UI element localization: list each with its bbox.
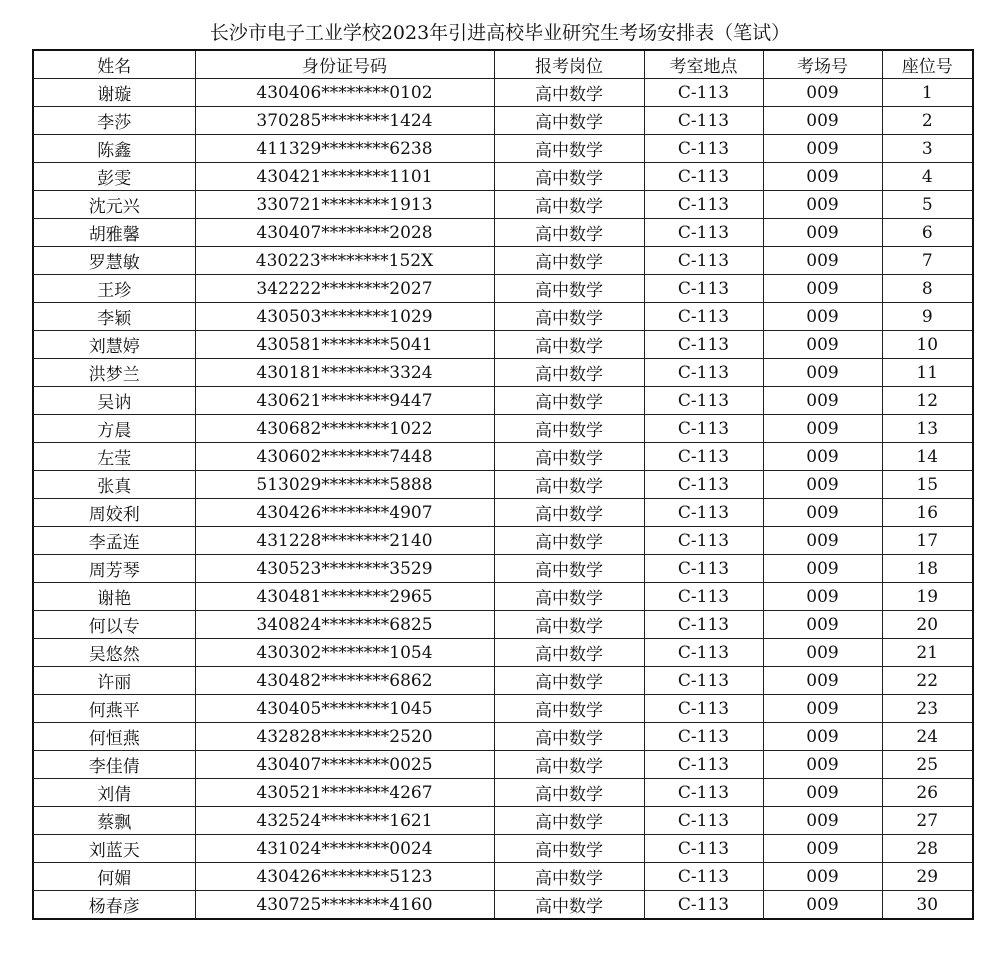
table-row <box>33 891 973 920</box>
cell-name: 谢艳 <box>33 583 195 611</box>
cell-seat: 23 <box>882 695 973 723</box>
cell-exam-room: 009 <box>763 499 882 527</box>
cell-name: 刘倩 <box>33 779 195 807</box>
cell-name: 刘慧婷 <box>33 331 195 359</box>
cell-exam-room: 009 <box>763 443 882 471</box>
cell-id-number: 342222********2027 <box>195 275 494 303</box>
cell-id-number: 430581********5041 <box>195 331 494 359</box>
column-header-seat: 座位号 <box>882 50 973 79</box>
cell-room-location: C-113 <box>644 835 763 863</box>
cell-id-number: 430421********1101 <box>195 163 494 191</box>
table-row <box>33 415 973 443</box>
cell-id-number: 430426********5123 <box>195 863 494 891</box>
table-row <box>33 79 973 107</box>
table-row <box>33 667 973 695</box>
cell-exam-room: 009 <box>763 247 882 275</box>
cell-position: 高中数学 <box>494 583 644 611</box>
cell-id-number: 430682********1022 <box>195 415 494 443</box>
table-row <box>33 191 973 219</box>
page-title: 长沙市电子工业学校2023年引进高校毕业研究生考场安排表（笔试） <box>209 22 791 44</box>
cell-exam-room: 009 <box>763 611 882 639</box>
cell-id-number: 340824********6825 <box>195 611 494 639</box>
cell-seat: 17 <box>882 527 973 555</box>
cell-seat: 24 <box>882 723 973 751</box>
table-row <box>33 499 973 527</box>
cell-position: 高中数学 <box>494 471 644 499</box>
cell-room-location: C-113 <box>644 723 763 751</box>
cell-room-location: C-113 <box>644 303 763 331</box>
cell-seat: 4 <box>882 163 973 191</box>
cell-room-location: C-113 <box>644 387 763 415</box>
cell-exam-room: 009 <box>763 779 882 807</box>
cell-position: 高中数学 <box>494 527 644 555</box>
cell-exam-room: 009 <box>763 359 882 387</box>
cell-name: 李孟连 <box>33 527 195 555</box>
cell-name: 周芳琴 <box>33 555 195 583</box>
cell-room-location: C-113 <box>644 331 763 359</box>
cell-id-number: 430426********4907 <box>195 499 494 527</box>
cell-name: 张真 <box>33 471 195 499</box>
cell-position: 高中数学 <box>494 667 644 695</box>
cell-seat: 21 <box>882 639 973 667</box>
cell-seat: 26 <box>882 779 973 807</box>
cell-exam-room: 009 <box>763 415 882 443</box>
cell-room-location: C-113 <box>644 639 763 667</box>
cell-room-location: C-113 <box>644 247 763 275</box>
cell-seat: 22 <box>882 667 973 695</box>
cell-exam-room: 009 <box>763 723 882 751</box>
cell-room-location: C-113 <box>644 359 763 387</box>
cell-exam-room: 009 <box>763 751 882 779</box>
cell-id-number: 430407********0025 <box>195 751 494 779</box>
cell-room-location: C-113 <box>644 471 763 499</box>
cell-name: 罗慧敏 <box>33 247 195 275</box>
cell-position: 高中数学 <box>494 415 644 443</box>
cell-name: 吴讷 <box>33 387 195 415</box>
cell-name: 何恒燕 <box>33 723 195 751</box>
cell-id-number: 430521********4267 <box>195 779 494 807</box>
cell-position: 高中数学 <box>494 807 644 835</box>
cell-exam-room: 009 <box>763 331 882 359</box>
exam-seating-table <box>32 49 974 920</box>
cell-seat: 30 <box>882 891 973 920</box>
cell-seat: 16 <box>882 499 973 527</box>
cell-name: 洪梦兰 <box>33 359 195 387</box>
cell-exam-room: 009 <box>763 471 882 499</box>
cell-exam-room: 009 <box>763 275 882 303</box>
column-header-name: 姓名 <box>33 50 195 79</box>
cell-room-location: C-113 <box>644 555 763 583</box>
cell-id-number: 430302********1054 <box>195 639 494 667</box>
table-row <box>33 359 973 387</box>
cell-exam-room: 009 <box>763 191 882 219</box>
cell-exam-room: 009 <box>763 695 882 723</box>
cell-seat: 25 <box>882 751 973 779</box>
table-row <box>33 247 973 275</box>
table-row <box>33 695 973 723</box>
cell-exam-room: 009 <box>763 387 882 415</box>
table-row <box>33 583 973 611</box>
cell-name: 周姣利 <box>33 499 195 527</box>
cell-exam-room: 009 <box>763 303 882 331</box>
cell-exam-room: 009 <box>763 639 882 667</box>
table-row <box>33 275 973 303</box>
cell-seat: 9 <box>882 303 973 331</box>
cell-room-location: C-113 <box>644 583 763 611</box>
table-row <box>33 751 973 779</box>
cell-seat: 19 <box>882 583 973 611</box>
cell-position: 高中数学 <box>494 555 644 583</box>
cell-seat: 13 <box>882 415 973 443</box>
table-body <box>33 79 973 920</box>
cell-room-location: C-113 <box>644 807 763 835</box>
table-row <box>33 555 973 583</box>
cell-id-number: 330721********1913 <box>195 191 494 219</box>
cell-id-number: 430407********2028 <box>195 219 494 247</box>
cell-name: 胡雅馨 <box>33 219 195 247</box>
cell-id-number: 431228********2140 <box>195 527 494 555</box>
cell-name: 王珍 <box>33 275 195 303</box>
cell-seat: 3 <box>882 135 973 163</box>
cell-id-number: 430621********9447 <box>195 387 494 415</box>
cell-seat: 29 <box>882 863 973 891</box>
cell-room-location: C-113 <box>644 163 763 191</box>
cell-position: 高中数学 <box>494 723 644 751</box>
cell-name: 李颖 <box>33 303 195 331</box>
cell-position: 高中数学 <box>494 695 644 723</box>
cell-name: 何媚 <box>33 863 195 891</box>
cell-id-number: 370285********1424 <box>195 107 494 135</box>
column-header-exam-room: 考场号 <box>763 50 882 79</box>
cell-exam-room: 009 <box>763 891 882 920</box>
cell-name: 许丽 <box>33 667 195 695</box>
cell-position: 高中数学 <box>494 79 644 107</box>
cell-name: 杨春彦 <box>33 891 195 920</box>
cell-name: 何以专 <box>33 611 195 639</box>
cell-id-number: 432524********1621 <box>195 807 494 835</box>
cell-room-location: C-113 <box>644 443 763 471</box>
cell-seat: 1 <box>882 79 973 107</box>
table-row <box>33 807 973 835</box>
cell-id-number: 430602********7448 <box>195 443 494 471</box>
cell-seat: 11 <box>882 359 973 387</box>
cell-seat: 20 <box>882 611 973 639</box>
cell-seat: 10 <box>882 331 973 359</box>
cell-name: 方晨 <box>33 415 195 443</box>
cell-seat: 28 <box>882 835 973 863</box>
cell-room-location: C-113 <box>644 415 763 443</box>
cell-room-location: C-113 <box>644 135 763 163</box>
cell-position: 高中数学 <box>494 191 644 219</box>
cell-seat: 7 <box>882 247 973 275</box>
cell-seat: 5 <box>882 191 973 219</box>
cell-position: 高中数学 <box>494 247 644 275</box>
table-row <box>33 471 973 499</box>
cell-id-number: 430503********1029 <box>195 303 494 331</box>
cell-id-number: 432828********2520 <box>195 723 494 751</box>
cell-room-location: C-113 <box>644 79 763 107</box>
cell-id-number: 430406********0102 <box>195 79 494 107</box>
table-row <box>33 723 973 751</box>
column-header-room-location: 考室地点 <box>644 50 763 79</box>
cell-exam-room: 009 <box>763 583 882 611</box>
header-row <box>33 50 973 79</box>
table-row <box>33 863 973 891</box>
cell-position: 高中数学 <box>494 303 644 331</box>
cell-name: 陈鑫 <box>33 135 195 163</box>
table-row <box>33 219 973 247</box>
cell-id-number: 430481********2965 <box>195 583 494 611</box>
cell-room-location: C-113 <box>644 191 763 219</box>
cell-seat: 6 <box>882 219 973 247</box>
table-row <box>33 527 973 555</box>
cell-seat: 12 <box>882 387 973 415</box>
table-row <box>33 331 973 359</box>
cell-position: 高中数学 <box>494 779 644 807</box>
cell-room-location: C-113 <box>644 219 763 247</box>
cell-room-location: C-113 <box>644 275 763 303</box>
table-row <box>33 163 973 191</box>
cell-room-location: C-113 <box>644 695 763 723</box>
cell-exam-room: 009 <box>763 555 882 583</box>
cell-name: 左莹 <box>33 443 195 471</box>
cell-position: 高中数学 <box>494 135 644 163</box>
cell-seat: 8 <box>882 275 973 303</box>
cell-position: 高中数学 <box>494 275 644 303</box>
table-row <box>33 387 973 415</box>
cell-id-number: 430482********6862 <box>195 667 494 695</box>
cell-seat: 2 <box>882 107 973 135</box>
cell-room-location: C-113 <box>644 499 763 527</box>
cell-id-number: 430223********152X <box>195 247 494 275</box>
cell-exam-room: 009 <box>763 835 882 863</box>
table-row <box>33 135 973 163</box>
cell-exam-room: 009 <box>763 135 882 163</box>
table-row <box>33 443 973 471</box>
table-row <box>33 107 973 135</box>
cell-position: 高中数学 <box>494 387 644 415</box>
cell-room-location: C-113 <box>644 891 763 920</box>
cell-name: 何燕平 <box>33 695 195 723</box>
column-header-position: 报考岗位 <box>494 50 644 79</box>
cell-seat: 14 <box>882 443 973 471</box>
cell-seat: 27 <box>882 807 973 835</box>
cell-seat: 15 <box>882 471 973 499</box>
cell-exam-room: 009 <box>763 219 882 247</box>
table-row <box>33 779 973 807</box>
cell-seat: 18 <box>882 555 973 583</box>
cell-position: 高中数学 <box>494 751 644 779</box>
cell-id-number: 430181********3324 <box>195 359 494 387</box>
cell-position: 高中数学 <box>494 863 644 891</box>
cell-room-location: C-113 <box>644 527 763 555</box>
column-header-id-number: 身份证号码 <box>195 50 494 79</box>
cell-room-location: C-113 <box>644 863 763 891</box>
table-row <box>33 835 973 863</box>
cell-position: 高中数学 <box>494 835 644 863</box>
cell-room-location: C-113 <box>644 107 763 135</box>
table-row <box>33 611 973 639</box>
cell-position: 高中数学 <box>494 639 644 667</box>
cell-position: 高中数学 <box>494 163 644 191</box>
cell-position: 高中数学 <box>494 219 644 247</box>
cell-room-location: C-113 <box>644 667 763 695</box>
cell-id-number: 430405********1045 <box>195 695 494 723</box>
cell-position: 高中数学 <box>494 499 644 527</box>
cell-position: 高中数学 <box>494 331 644 359</box>
table-row <box>33 303 973 331</box>
cell-position: 高中数学 <box>494 891 644 920</box>
cell-position: 高中数学 <box>494 359 644 387</box>
cell-exam-room: 009 <box>763 107 882 135</box>
cell-name: 沈元兴 <box>33 191 195 219</box>
cell-room-location: C-113 <box>644 751 763 779</box>
cell-exam-room: 009 <box>763 163 882 191</box>
cell-id-number: 431024********0024 <box>195 835 494 863</box>
cell-position: 高中数学 <box>494 611 644 639</box>
cell-exam-room: 009 <box>763 527 882 555</box>
cell-name: 谢璇 <box>33 79 195 107</box>
cell-room-location: C-113 <box>644 779 763 807</box>
cell-exam-room: 009 <box>763 807 882 835</box>
cell-name: 李莎 <box>33 107 195 135</box>
table-row <box>33 639 973 667</box>
cell-id-number: 430523********3529 <box>195 555 494 583</box>
cell-id-number: 411329********6238 <box>195 135 494 163</box>
cell-name: 彭雯 <box>33 163 195 191</box>
cell-name: 刘蓝天 <box>33 835 195 863</box>
cell-name: 吴悠然 <box>33 639 195 667</box>
cell-room-location: C-113 <box>644 611 763 639</box>
cell-exam-room: 009 <box>763 79 882 107</box>
cell-id-number: 513029********5888 <box>195 471 494 499</box>
cell-exam-room: 009 <box>763 863 882 891</box>
cell-id-number: 430725********4160 <box>195 891 494 920</box>
cell-position: 高中数学 <box>494 443 644 471</box>
cell-position: 高中数学 <box>494 107 644 135</box>
cell-exam-room: 009 <box>763 667 882 695</box>
cell-name: 蔡飘 <box>33 807 195 835</box>
cell-name: 李佳倩 <box>33 751 195 779</box>
